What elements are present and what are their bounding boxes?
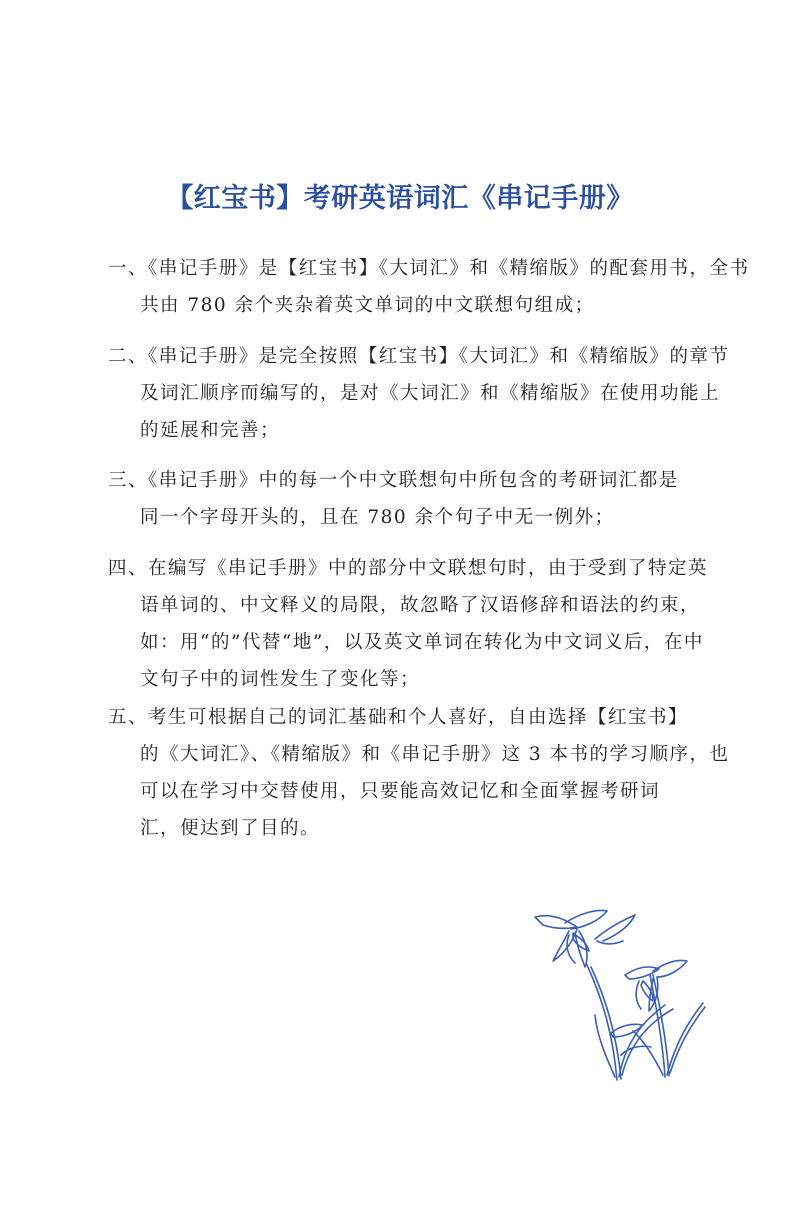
item-1-line-1: 一、《串记手册》是【红宝书】《大词汇》和《精缩版》的配套用书，全书 xyxy=(108,258,750,279)
list-item-5 xyxy=(108,699,730,847)
item-4-line-1: 四、在编写《串记手册》中的部分中文联想句时，由于受到了特定英 xyxy=(108,558,709,579)
item-3-line-1: 三、《串记手册》中的每一个中文联想句中所包含的考研词汇都是 xyxy=(108,470,679,491)
item-5-line-3: 可以在学习中交替使用，只要能高效记忆和全面掌握考研词 xyxy=(140,781,661,802)
item-2-line-1: 二、《串记手册》是完全按照【红宝书】《大词汇》和《精缩版》的章节 xyxy=(108,346,730,367)
orchid-illustration-icon xyxy=(525,905,710,1085)
item-5-line-4: 汇，便达到了目的。 xyxy=(140,818,321,839)
list-item-2 xyxy=(108,338,730,449)
item-4-line-4: 文句子中的词性发生了变化等； xyxy=(140,669,421,690)
item-5-line-2: 的《大词汇》、《精缩版》和《串记手册》这 3 本书的学习顺序，也 xyxy=(140,744,730,765)
item-4-line-3: 如：用“的”代替“地”，以及英文单词在转化为中文词义后，在中 xyxy=(140,632,704,653)
list-item-1 xyxy=(108,250,750,324)
item-2-line-3: 的延展和完善； xyxy=(140,420,281,441)
item-1-line-2: 共由 780 余个夹杂着英文单词的中文联想句组成； xyxy=(140,295,595,316)
item-2-line-2: 及词汇顺序而编写的，是对《大词汇》和《精缩版》在使用功能上 xyxy=(140,383,721,404)
item-3-line-2: 同一个字母开头的，且在 780 余个句子中无一例外； xyxy=(140,507,615,528)
page-title: 【红宝书】考研英语词汇《串记手册》 xyxy=(166,183,634,214)
list-item-3 xyxy=(108,462,708,536)
list-item-4 xyxy=(108,550,708,698)
item-4-line-2: 语单词的、中文释义的局限，故忽略了汉语修辞和语法的约束， xyxy=(140,595,701,616)
item-5-line-1: 五、考生可根据自己的词汇基础和个人喜好，自由选择【红宝书】 xyxy=(108,707,689,728)
